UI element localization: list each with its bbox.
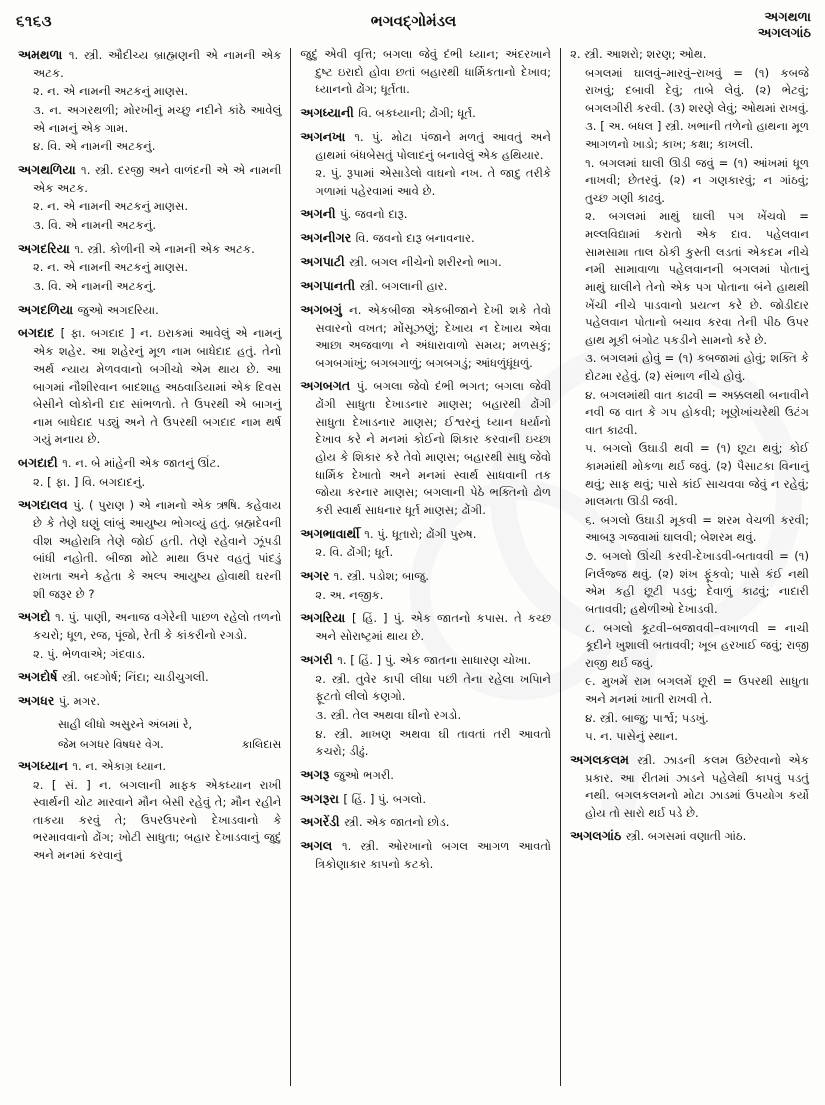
entry-definition: ૨. ન. એ નામની અટકનું માણસ. [33,84,189,99]
entry-sense [570,512,809,547]
entry-headword: અગલ [300,838,342,854]
entry-sense [570,440,809,510]
entry-definition: ૪. સ્ત્રી. બાજુ; પાર્શ્વ; પડખું. [585,710,709,725]
entry-sense [570,548,809,618]
entry-sense [18,102,281,137]
entry-sense [18,217,281,235]
dictionary-entry [300,377,551,519]
entry-headword: અગદળિયા [18,301,78,317]
entry-sense [570,387,809,440]
entry-sense [570,208,809,349]
entry-sense [570,65,809,118]
entry-definition: ૨. સ્ત્રી. આશરો; શરણ; ઓથ. [570,47,707,61]
entry-headword: અગધર [18,693,59,709]
dictionary-entry [300,128,551,164]
dictionary-entry [300,766,551,785]
entry-sense [300,544,551,562]
column-divider-1 [290,48,291,1086]
entry-definition: જુદું એવી વૃત્તિ; બગલા જેવું દંભી ધ્યાન; અંદરખાને દુષ્ટ ઇરાદો હોવા છતાં બહારથી ધાર્મિકતાનો દેખાવ; ધ્યાનનો ઢોંગ; ધૂર્તતા. [300,47,552,97]
entry-definition: ૪. સ્ત્રી. માખણ અથવા ઘી તાવતાં તરી આવતો કચરો; ડીઢું. [315,726,552,759]
entry-sense [300,671,551,706]
entry-headword: અગધ્યાની [300,104,359,120]
dictionary-entry [300,301,551,373]
dictionary-entry [300,813,551,832]
entry-headword: અગદો [18,609,56,625]
entry-headword: અગપાનતી [300,277,360,293]
entry-definition: ૭. બગલો ઊંચી કરવી-દેખાડવી-બતાવવી = (૧) નિર્લજ્જ થવું. (૨) શંખ ફૂંકવો; પાસે કંઈ નથી એમ કહી છૂટી પડવું; દેવાળું કાઢવું; નાદારી બતાવવી; હથેળીઓ દેખાડવી. [585,549,809,616]
entry-headword: અગરૂરા [300,790,344,806]
verse-text: જેમ બગધર વિષધર વેગ. [58,738,164,752]
entry-headword: અમથળા [18,47,69,62]
entry-sense [570,350,809,385]
entry-verse-line [18,716,281,733]
dictionary-entry [300,790,551,809]
entry-headword: અગદોર્ષ [18,669,62,685]
dictionary-entry [300,567,551,586]
entry-sense [570,620,809,673]
running-head-row [16,10,811,43]
entry-definition: ૯. મુખમેં રામ બગલમેં છૂરી = ઉપરથી સાધુતા અને મનમાં ખાતી રાખવી તે. [585,674,809,706]
entry-definition: પું. ( પુરાણ ) એ નામનો એક ઋષિ. કહેવાય છે કે તેણે ઘણું લાંબું આયુષ્ય ભોગવ્યું હતું. બ્રહ્મદેવની વીશ અહોરાત્રિ તેણે જોઈ હતી. તેણે રહેવાને ઝૂંપડી બાંધી નહોતી. બીજા મોટે માથા ઉપર વહતું પાંદડું રાખતા અને કહેતા કે અલ્પ આયુષ્ય હોવાથી ઘરની શી જરૂર છે ? [33,498,282,601]
entry-sense [18,777,281,865]
dictionary-entry [300,229,551,248]
entry-definition: ૧. [ હિં. ] પું. એક જાતના સાધારણ ચોખા. [337,652,532,667]
guide-word-last: અગલગાંઠ [757,26,811,42]
entry-verse-line [18,736,281,753]
guide-words [691,10,811,43]
entry-headword: અગભાવાર્થી [300,525,365,541]
dictionary-entry [18,240,281,259]
entry-definition: ૨. [ સં. ] ન. બગલાની માફક એકધ્યાન રાખી સ્વાર્થની ચોટ મારવાને મૌન બેસી રહેવું તે; મૌન રહીને તાકયા કરવું તે; ઉપરઉપરનો દેખાડવાનો કે ભરમાવવાનો ઢોંગ; ખોટી સાધુતા; બહાર દેખાડવાનું જુદું અને મનમાં કરવાનું [33,777,282,863]
entry-definition: ન. એકબીજા એકબીજાને દેખી શકે તેવો સવારનો વખત; મોંસૂઝણું; દેખાય ન દેખાય એવા આછા અજવાળા ને અંધારાવાળો સમય; મળસકું; બગબગાંખું; બગબગાળું; બગબગડું; આંધળુંધૂંધળું. [315,302,552,370]
entry-definition: ૩. વિ. એ નામની અટકનું. [33,279,157,294]
dictionary-entry [300,46,551,99]
entry-sense [300,165,551,200]
dictionary-entry [18,668,281,687]
entry-sense [300,587,551,605]
entry-definition: ૨. ન. એ નામની અટકનું માણસ. [33,260,189,275]
entry-definition: પું. બગલા જેવો દંભી ભગત; બગલા જેવી ઢોંગી સાધુતા દેખાડનાર માણસ; બહારથી ઢોંગી સાધુતા દેખાડનાર માણસ; ઈશ્વરનું ધ્યાન ધર્યાનો દેખાવ કરે ને મનમાં કોઈનો શિકાર કરવાની ઇચ્છા હોય કે શિકાર કરે તેવો માણસ; બહારથી સાધુ જેવો ધાર્મિક દેખાતો અને મનમાં સ્વાર્થ સાધવાની તક જોયા કરનાર માણસ; બગલાની પેઠે ભક્તિનો ઢોળ કરી સ્વાર્થ સાધનાર ધૂર્ત માણસ; ઢોંગી. [315,379,552,517]
entry-definition: ૨. પું. ભેળવાએ; ગંદવાડ. [33,646,146,661]
entry-sense [570,673,809,708]
entry-definition: ૨. પું. રૂપામાં એસાડેલો વાઘનો નખ. તે જાદુ તરીકે ગળામાં પહેરવામાં આવે છે. [315,166,552,198]
entry-definition: ૧. પું. પાણી, અનાજ વગેરેની પાછળ રહેલો તળનો કચરો; ધૂળ, રજ, પૂંજો, રેતી કે કાંકરીનો રગડો. [33,610,282,643]
page-number: ૬૧૬૩ [16,12,53,30]
entry-definition: ૩. સ્ત્રી. તેલ અથવા ઘીનો રગડો. [315,707,462,722]
dictionary-entry [18,608,281,644]
entry-definition: ૩. ન. અગરથળી; મોરખીનું મચ્છુ નદીને કાંઠે આવેલું એ નામનું એક ગામ. [33,103,282,135]
entry-headword: અગનખા [300,128,355,144]
column-divider-2 [560,48,561,1086]
dictionary-entry [18,692,281,711]
entry-definition: પું. જવનો દારૂ. [340,207,408,222]
entry-definition: ૮. બગલો કૂટવી–બજાવવી–વખાળવી = નાચી કૂદીને ખુશાલી બતાવવી; ખૂબ હરખાઈ જવું; રાજી રાજી થર્ઇ જવું. [585,620,809,670]
dictionary-entry [300,253,551,272]
entry-definition: ૧. ન. એકાગ્ર ધ્યાન. [72,758,167,773]
entry-definition: ૩. [ અ. બધલ ] સ્ત્રી. ખભાની તળેનો હાથના મૂળ આગળનો ખાડો; કાખ; કક્ષા; કાખલી. [585,119,809,152]
entry-sense [18,83,281,101]
entry-headword: અગરૂ [300,766,334,782]
entry-headword: અગરી [300,651,338,667]
entry-definition: [ હિં. ] પું. એક જાતનો કપાસ. તે કચ્છ અને સોરાષ્ટ્રમાં થાય છે. [315,611,552,644]
entry-headword: અગર [300,567,334,583]
entry-definition: [ હિં. ] પું. બગલો. [343,791,427,806]
entry-headword: અગથળિયા [18,161,82,177]
dictionary-entry [18,324,281,449]
entry-sense [18,646,281,664]
entry-definition: ૪. વિ. એ નામની અટકનું. [33,139,156,154]
dictionary-entry [570,827,809,846]
entry-definition: ૫. ન. પાસેનું સ્થાન. [585,729,678,744]
entry-sense [570,728,809,746]
entry-sense [570,155,809,208]
entry-headword: બગદાદ [18,325,61,341]
entry-definition: ૩. વિ. એ નામની અટકનું. [33,217,157,232]
dictionary-entry [18,454,281,473]
dictionary-entry [18,161,281,197]
entry-headword: અગબગું [300,301,350,317]
entry-definition: વિ. બકધ્યાની; ઢોંગી; ધૂર્ત. [358,105,476,120]
entry-definition: બગલમાં ઘાલવું–મારવું–રાખવું = (૧) કબજે રાખવું; દબાવી દેવું; તાબે લેવું. (૨) ભેટવું; બગલગીરી કરવી. (૩) શરણે લેવું; ઓથમાં રાખવું. [585,65,809,115]
dictionary-entry [18,496,281,603]
entry-definition: સ્ત્રી. એક જાતનો છોડ. [344,815,450,830]
dictionary-entry [300,609,551,645]
entry-sense [18,138,281,156]
entry-headword: અગની [300,206,341,222]
dictionary-entry [300,104,551,123]
dictionary-entry [300,837,551,873]
entry-headword: અગરેંડી [300,814,345,830]
entry-definition: સ્ત્રી. બગસમાં વણાતી ગાંઠ. [625,829,747,844]
entry-sense [18,259,281,277]
entry-definition: સ્ત્રી. બગલ નીચેનો શરીરનો ભાગ. [349,255,502,270]
column-2 [292,46,559,1096]
entry-definition: ૨. સ્ત્રી. તુવેર કાપી લીધા પછી તેના રહેલા ખપિાને ફૂટતો લીલો કણગો. [315,671,552,704]
entry-definition: સ્ત્રી. બગલાની હાર. [359,278,448,293]
entry-definition: જુઓ ભગરી. [333,767,394,782]
entry-definition: [ ફા. બગદાદ ] ન. ઇરાકમાં આવેલું એ નામનું એક શહેર. આ શહેરનું મૂળ નામ બાધેદાદ હતું. તેનો અર્થ ન્યાય મેળવવાનો બગીચો એમ થાય છે. આ બાગમાં નૌશીરવાન બાદશાહ અઠવાડિયામાં એક દિવસ બેસીને લોકોની દાદ સાંભળતો. તે ઉપરથી એ બાગનું નામ બાધેદાદ પડ્યું અને તે ઉપરથી બગદાદ નામ થર્ષ ગયું મનાય છે. [33,326,282,447]
entry-headword: અગદરિયા [18,240,75,256]
dictionary-entry [300,525,551,544]
entry-headword: અગધ્યાન [18,757,73,773]
entry-sense [18,474,281,492]
entry-definition: વિ. જવનો દારૂ બનાવનાર. [355,231,475,246]
entry-sense [570,710,809,728]
entry-definition: ૧. સ્ત્રી. દરજી અને વાળંદની એ એ નામની એક અટક. [33,162,282,195]
dictionary-entry [18,757,281,776]
entry-headword: બગદાદી [18,454,63,470]
verse-attribution: કાલિદાસ [241,738,282,752]
dictionary-entry [570,751,809,823]
entry-sense [18,198,281,216]
entry-sense [300,726,551,761]
entry-headword: અગનીગર [300,230,356,246]
column-1 [10,46,289,1096]
verse-text: સાહી લીધો અસુરને અંબમાં રે, [58,718,193,732]
entry-definition: જુઓ અગદરિયા. [77,302,159,317]
entry-definition: ૫. બગલો ઉઘાડી થવી = (૧) છૂટા થવું; કોઈ કામમાંથી મોકળા થર્ઇ જવું. (૨) પૈસાટકા વિનાનું થવું; સાફ થવું; પાસે કાંઈ સાચવવા જેવું ન રહેવું; માલમતા ઊડી જવી. [585,441,809,509]
entry-definition: સ્ત્રી. ઝાડની કલમ ઉછેરવાનો એક પ્રકાર. આ રીતમાં ઝાડને પહેલેથી કાપવું પડતું નથી. બગલકલમનો મોટા ઝાડમાં ઉપયોગ કર્યો હોય તો સારો થર્ઇ પડે છે. [585,752,809,820]
entry-definition: ૨. અ. નજીક. [315,587,384,602]
entry-headword: અગબગત [300,378,357,394]
entry-definition: ૨. બગલમાં માથું ઘાલી પગ ખેંચવો = મલ્લવિદ્યામાં કરાતો એક દાવ. પહેલવાન સામસામા તાલ ઠોકી કુસ્તી લડતાં એકદમ નીચે નમી સામાવાળા પહેલવાનની બગલમાં પોતાનું માથું ઘાલીને તેનો એક પગ પોતાના બંને હાથથી ખેંચી નીચે પાડવાનો પ્રયત્ન કરે છે. જોડીદાર પહેલવાન પોતાનો બચાવ કરવા તેની પીઠ ઉપર હાથ મૂકી બંગોટ પકડીને સામનો કરે છે. [585,209,809,347]
entry-definition: ૨. [ ફા. ] વિ. બગદાદનું. [33,474,146,489]
entry-definition: ૧. પું. ધૂતારો; ઢોંગી પુરુષ. [364,526,477,541]
dictionary-entry [18,301,281,320]
entry-headword: અગપાટી [300,254,350,270]
entry-definition: સ્ત્રી. બદગોર્ષ; નિંદા; ચાડીચુગલી. [61,670,209,685]
entry-definition: ૧. બગલમાં ઘાલી ઊડી જવું = (૧) આંખમાં ધૂળ નાખવી; છેતરવું. (૨) ન ગણકારવું; ન ગાંઠવું; તુચ્છ ગણી કાઢવું. [585,155,809,205]
entry-definition: ૬. બગલો ઉઘાડી મૂકવી = શરમ વેચળી કરવી; આબરૂ ગજવામાં ઘાલવી; બેશરમ થવું. [585,512,809,545]
entry-sense [18,278,281,296]
entry-definition: ૪. બગલમાંથી વાત કાઢવી = અક્કલથી બનાવીને નવી જ વાત કે ગપ હોકવી; ખૂણેખાંચરેથી ઉટંગ વાત કાઢવી. [585,387,809,437]
dictionary-entry [300,277,551,296]
entry-headword: અગલકલમ [570,751,638,767]
entry-definition: ૧. ન. બે માંહેની એક જાતનું ઊંટ. [62,455,221,470]
dictionary-entry [570,46,809,64]
book-title: ભગવદ્ગોમંડલ [370,12,457,30]
entry-definition: ૧. સ્ત્રી. ઔદીચ્ય બ્રાહ્મણની એ નામની એક અટક. [33,48,282,80]
entry-definition: ૧. સ્ત્રી. ઓરખાનો બગલ આગળ આવતો ત્રિકોણાકાર કાપનો કટકો. [315,839,552,872]
entry-definition: ૧. સ્ત્રી. પડોશ; બાજુ. [333,568,429,583]
entry-definition: ૧. પું. મોટા પંજાને મળતું આવતું અને હાથમાં બંધબેસતું પોલાદનું બનાવેલું એક હથિયાર. [315,129,552,162]
entry-definition: ૨. ન. એ નામની અટકનું માણસ. [33,199,189,214]
columns-container [0,46,825,1096]
entry-definition: પું. મગર. [58,694,101,709]
entry-sense [300,707,551,725]
column-3 [562,46,817,1096]
entry-definition: ૨. વિ. ઢોંગી; ધૂર્ત. [315,545,394,560]
entry-headword: અગદાલવ [18,497,74,513]
entry-definition: ૩. બગલમાં હોવું = (૧) કબજામાં હોવું; શક્તિ કે દોટમા રહેવું. (૨) સંભાળ નીચે હોવું. [585,351,809,383]
entry-headword: અગલગાંઠ [570,828,626,844]
dictionary-entry [300,651,551,670]
dictionary-entry [18,46,281,82]
entry-definition: ૧. સ્ત્રી. કોળીની એ નામની એક અટક. [74,241,255,256]
entry-headword: અગરિયા [300,610,352,626]
guide-word-first: અગથળા [764,10,811,25]
dictionary-entry [300,205,551,224]
entry-sense [570,118,809,153]
running-head [0,0,825,46]
